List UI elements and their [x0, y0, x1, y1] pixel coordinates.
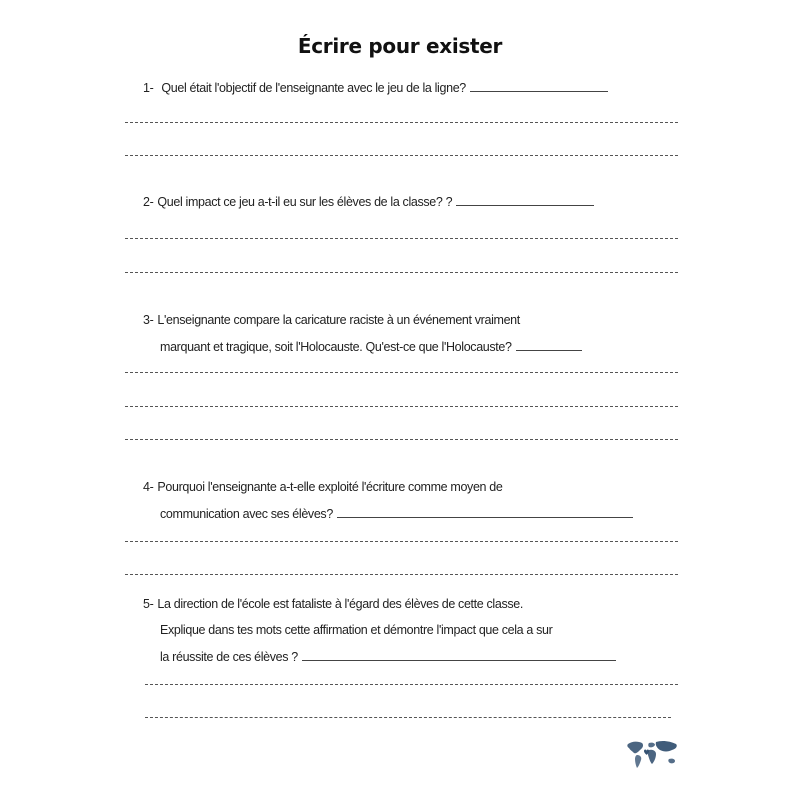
- question-number: 5-: [143, 597, 154, 611]
- question-text: Quel impact ce jeu a-t-il eu sur les élèves de la classe? ?: [157, 195, 453, 209]
- question-1: [143, 80, 608, 96]
- question-5-continued: [160, 622, 552, 638]
- answer-line[interactable]: [125, 406, 678, 407]
- question-3-continued: [160, 339, 582, 355]
- page-title: Écrire pour exister: [297, 34, 503, 58]
- question-text: communication avec ses élèves?: [160, 507, 333, 521]
- answer-line[interactable]: [125, 439, 678, 440]
- answer-line[interactable]: [125, 541, 678, 542]
- question-text: La direction de l'école est fataliste à l'égard des élèves de cette classe.: [157, 597, 523, 611]
- question-text: Quel était l'objectif de l'enseignante avec le jeu de la ligne?: [161, 81, 466, 95]
- question-number: 1-: [143, 81, 154, 95]
- answer-line[interactable]: [125, 238, 678, 239]
- question-number: 3-: [143, 313, 154, 327]
- answer-line[interactable]: [125, 122, 678, 123]
- answer-line[interactable]: [145, 684, 678, 685]
- question-2: [143, 194, 594, 210]
- answer-blank[interactable]: [516, 340, 582, 351]
- answer-blank[interactable]: [337, 507, 633, 518]
- question-text: marquant et tragique, soit l'Holocauste. Qu'est-ce que l'Holocauste?: [160, 340, 512, 354]
- world-map-icon: [624, 738, 682, 772]
- answer-line[interactable]: [125, 272, 678, 273]
- question-5-continued: [160, 649, 616, 665]
- answer-blank[interactable]: [302, 650, 616, 661]
- question-text: la réussite de ces élèves ?: [160, 650, 298, 664]
- answer-blank[interactable]: [470, 81, 608, 92]
- answer-blank[interactable]: [456, 195, 594, 206]
- answer-line[interactable]: [125, 155, 678, 156]
- question-5: [143, 596, 523, 612]
- question-number: 4-: [143, 480, 154, 494]
- question-number: 2-: [143, 195, 154, 209]
- answer-line[interactable]: [125, 574, 678, 575]
- question-text: Explique dans tes mots cette affirmation et démontre l'impact que cela a sur: [160, 623, 553, 637]
- question-4: [143, 479, 503, 495]
- question-4-continued: [160, 506, 633, 522]
- question-text: L'enseignante compare la caricature raciste à un événement vraiment: [157, 313, 520, 327]
- answer-line[interactable]: [125, 372, 678, 373]
- answer-line[interactable]: [145, 717, 671, 718]
- question-3: [143, 312, 520, 328]
- question-text: Pourquoi l'enseignante a-t-elle exploité l'écriture comme moyen de: [157, 480, 503, 494]
